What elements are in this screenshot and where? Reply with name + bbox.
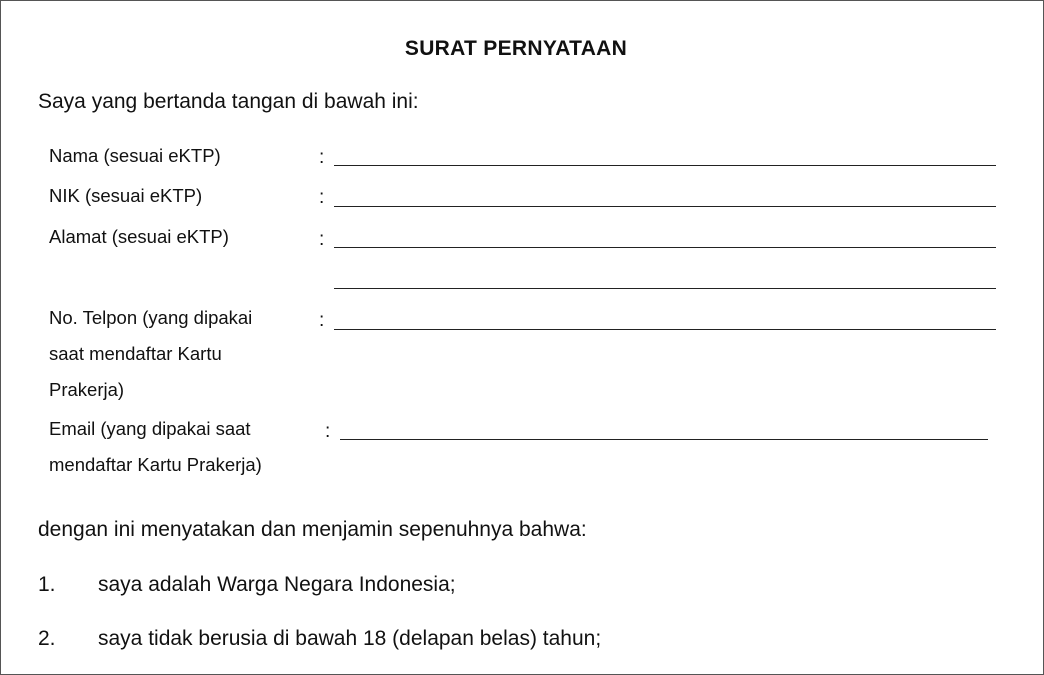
field-label-email-line2: mendaftar Kartu Prakerja) bbox=[49, 454, 262, 475]
statement-text: dengan ini menyatakan dan menjamin sepenuhnya bahwa: bbox=[38, 518, 587, 541]
intro-text: Saya yang bertanda tangan di bawah ini: bbox=[38, 90, 419, 113]
colon-nik: : bbox=[319, 187, 325, 208]
email-fill-line[interactable] bbox=[340, 439, 988, 440]
telpon-fill-line[interactable] bbox=[334, 329, 996, 330]
page-title: SURAT PERNYATAAN bbox=[404, 37, 628, 60]
field-label-telpon-line3: Prakerja) bbox=[49, 379, 125, 400]
field-label-telpon-line1: No. Telpon (yang dipakai bbox=[49, 307, 253, 328]
field-label-email-line1: Email (yang dipakai saat bbox=[49, 418, 251, 439]
field-label-nama: Nama (sesuai eKTP) bbox=[49, 145, 221, 166]
colon-email: : bbox=[325, 421, 331, 442]
nama-fill-line[interactable] bbox=[334, 165, 996, 166]
field-label-alamat: Alamat (sesuai eKTP) bbox=[49, 226, 229, 247]
nik-fill-line[interactable] bbox=[334, 206, 996, 207]
list-item-number: 1. bbox=[38, 573, 56, 596]
list-item: saya tidak berusia di bawah 18 (delapan belas) tahun; bbox=[98, 627, 602, 650]
alamat-fill-line-2[interactable] bbox=[334, 288, 996, 289]
alamat-fill-line-1[interactable] bbox=[334, 247, 996, 248]
list-item: saya adalah Warga Negara Indonesia; bbox=[98, 573, 456, 596]
field-label-telpon-line2: saat mendaftar Kartu bbox=[49, 343, 222, 364]
colon-nama: : bbox=[319, 147, 325, 168]
colon-alamat: : bbox=[319, 229, 325, 250]
colon-telpon: : bbox=[319, 310, 325, 331]
list-item-number: 2. bbox=[38, 627, 56, 650]
field-label-nik: NIK (sesuai eKTP) bbox=[49, 185, 203, 206]
